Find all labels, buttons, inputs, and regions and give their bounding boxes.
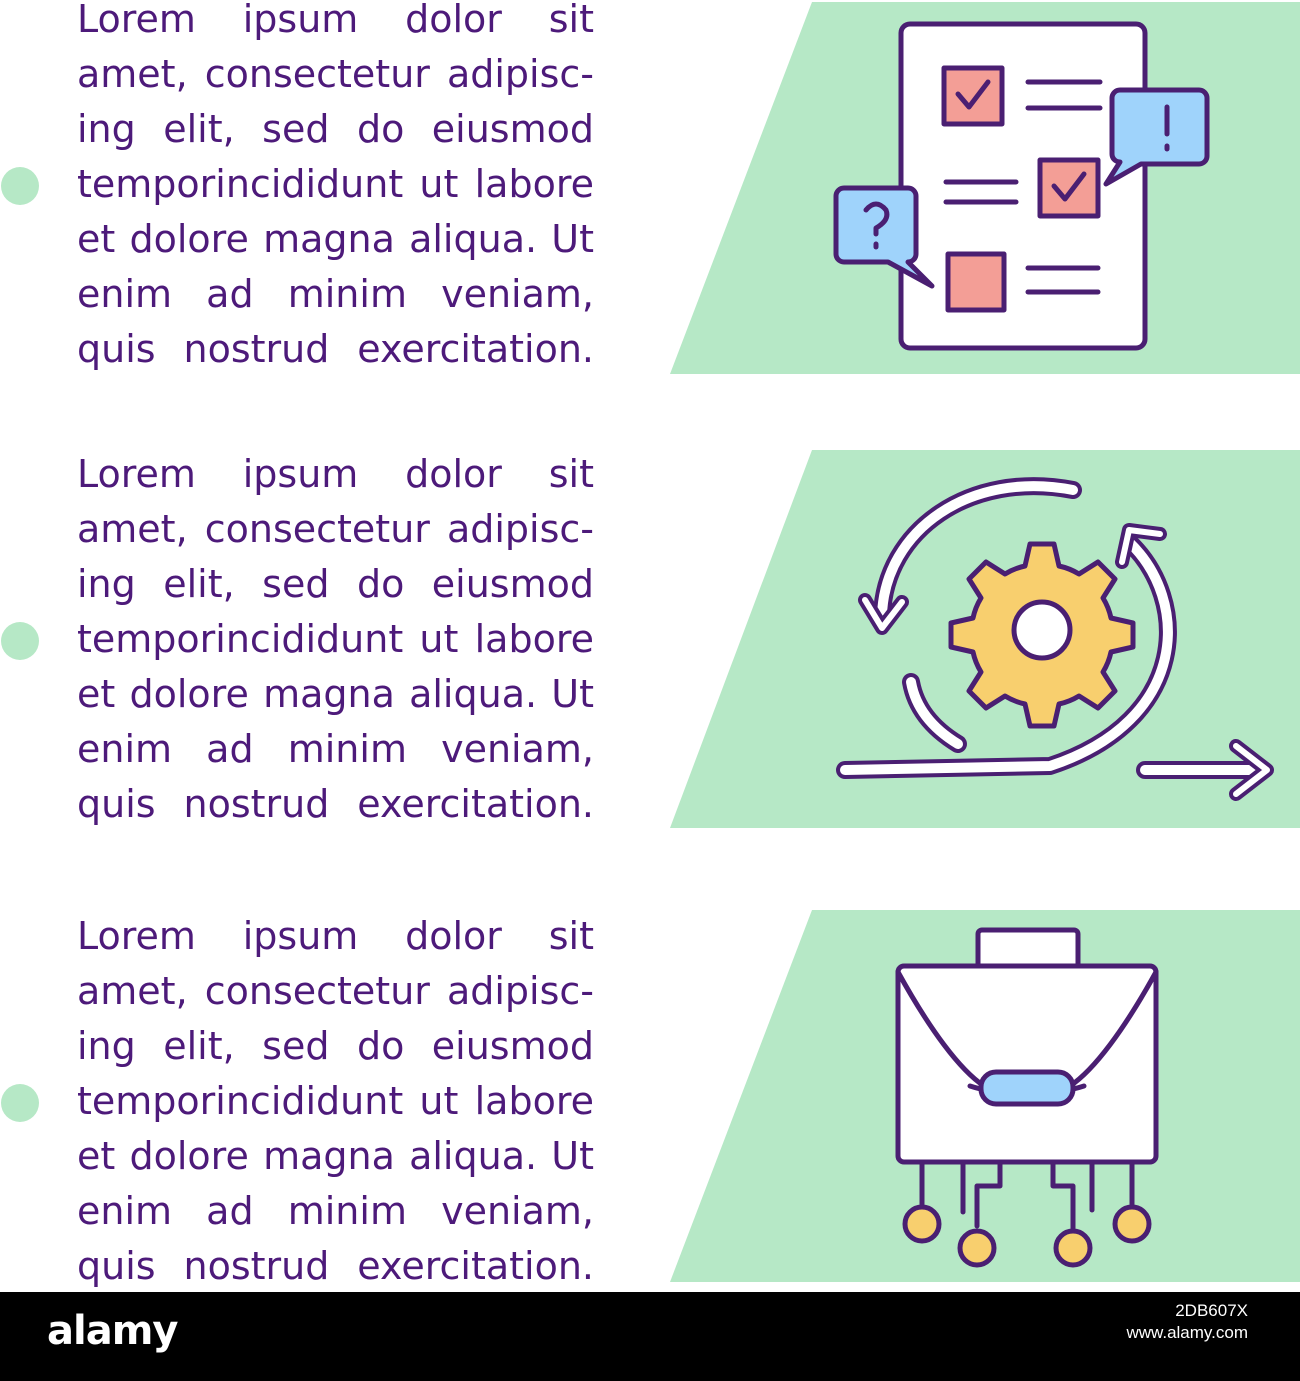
text-line: enim ad minim veniam, (77, 1189, 594, 1233)
footer-bar (0, 1292, 1300, 1381)
text-line: et dolore magna aliqua. Ut (77, 217, 594, 261)
illustration-panel (670, 910, 1300, 1282)
text-line: temporincididunt ut labore (77, 162, 594, 206)
text-line: ing elit, sed do eiusmod (77, 107, 594, 151)
text-line: amet, consectetur adipisc- (77, 969, 594, 1013)
text-line: quis nostrud exercitation. (77, 782, 594, 826)
bullet-dot (1, 167, 39, 205)
text-line: Lorem ipsum dolor sit (77, 914, 594, 958)
text-line: et dolore magna aliqua. Ut (77, 672, 594, 716)
text-line: amet, consectetur adipisc- (77, 52, 594, 96)
paragraph (77, 0, 594, 377)
alamy-logo: alamy (47, 1308, 178, 1354)
site-url: www.alamy.com (1126, 1323, 1248, 1342)
text-line: enim ad minim veniam, (77, 272, 594, 316)
bullet-dot (1, 622, 39, 660)
image-id-block (1126, 1300, 1248, 1344)
text-line: temporincididunt ut labore (77, 617, 594, 661)
text-line: temporincididunt ut labore (77, 1079, 594, 1123)
paragraph (77, 909, 594, 1294)
illustration-panel (670, 2, 1300, 374)
text-line: quis nostrud exercitation. (77, 327, 594, 371)
text-line: Lorem ipsum dolor sit (77, 0, 594, 41)
text-line: Lorem ipsum dolor sit (77, 452, 594, 496)
text-line: ing elit, sed do eiusmod (77, 1024, 594, 1068)
bullet-dot (1, 1084, 39, 1122)
text-line: et dolore magna aliqua. Ut (77, 1134, 594, 1178)
text-line: ing elit, sed do eiusmod (77, 562, 594, 606)
illustration-panel (670, 450, 1300, 828)
text-line: enim ad minim veniam, (77, 727, 594, 771)
text-line: amet, consectetur adipisc- (77, 507, 594, 551)
image-id: 2DB607X (1175, 1301, 1248, 1320)
text-line: quis nostrud exercitation. (77, 1244, 594, 1288)
paragraph (77, 447, 594, 832)
